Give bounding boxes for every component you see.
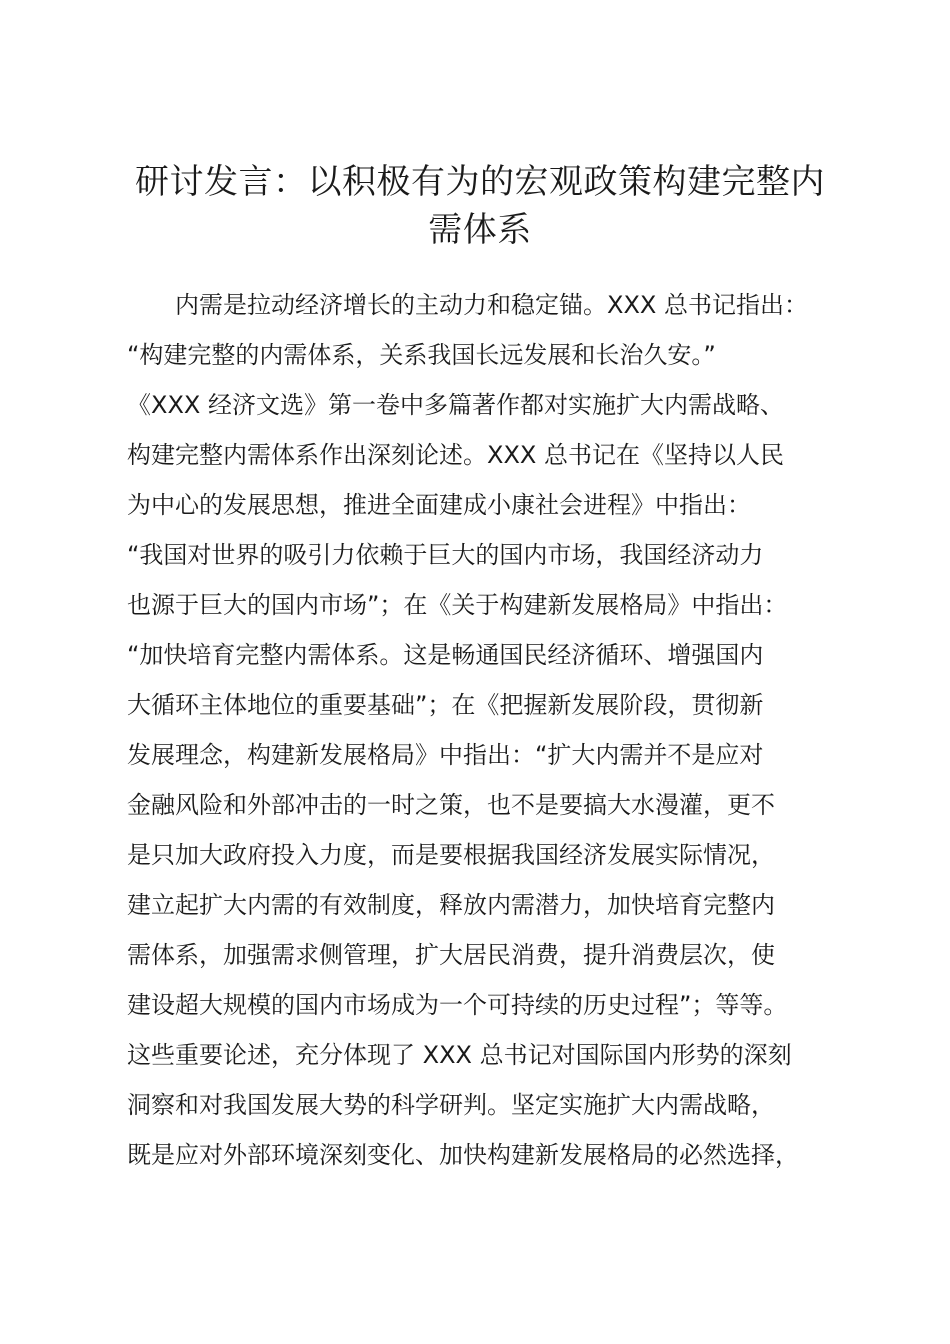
body-text-line: 发展理念，构建新发展格局》中指出：“扩大内需并不是应对 [127, 741, 764, 769]
body-text-line: 大循环主体地位的重要基础”；在《把握新发展阶段，贯彻新 [127, 691, 764, 719]
body-text-line: 《XXX 经济文选》第一卷中多篇著作都对实施扩大内需战略、 [127, 391, 784, 419]
body-text-line: 金融风险和外部冲击的一时之策，也不是要搞大水漫灌，更不 [127, 791, 775, 819]
body-text-line: “加快培育完整内需体系。这是畅通国民经济循环、增强国内 [127, 641, 764, 669]
body-text-line: 建立起扩大内需的有效制度，释放内需潜力，加快培育完整内 [127, 891, 775, 919]
body-text-line: “我国对世界的吸引力依赖于巨大的国内市场，我国经济动力 [127, 541, 764, 569]
body-text-line: 内需是拉动经济增长的主动力和稳定锚。XXX 总书记指出： [127, 291, 808, 319]
body-text-line: 也源于巨大的国内市场”；在《关于构建新发展格局》中指出： [127, 591, 788, 619]
body-text-line: 既是应对外部环境深刻变化、加快构建新发展格局的必然选择， [127, 1141, 799, 1169]
body-text-line: 这些重要论述，充分体现了 XXX 总书记对国际国内形势的深刻 [127, 1041, 792, 1069]
title-line-1: 研讨发言：以积极有为的宏观政策构建完整内 [135, 162, 825, 202]
body-text-line: 是只加大政府投入力度，而是要根据我国经济发展实际情况， [127, 841, 775, 869]
body-text-line: 需体系，加强需求侧管理，扩大居民消费，提升消费层次，使 [127, 941, 775, 969]
document-title [100, 158, 860, 254]
document-body [127, 280, 857, 1180]
body-text-line: 洞察和对我国发展大势的科学研判。坚定实施扩大内需战略， [127, 1091, 775, 1119]
body-text-line: 构建完整内需体系作出深刻论述。XXX 总书记在《坚持以人民 [127, 441, 784, 469]
body-text-line: “构建完整的内需体系，关系我国长远发展和长治久安。” [127, 341, 716, 369]
body-text-line: 建设超大规模的国内市场成为一个可持续的历史过程”；等等。 [127, 991, 788, 1019]
body-text-line: 为中心的发展思想，推进全面建成小康社会进程》中指出： [127, 491, 751, 519]
title-line-2: 需体系 [428, 210, 532, 250]
